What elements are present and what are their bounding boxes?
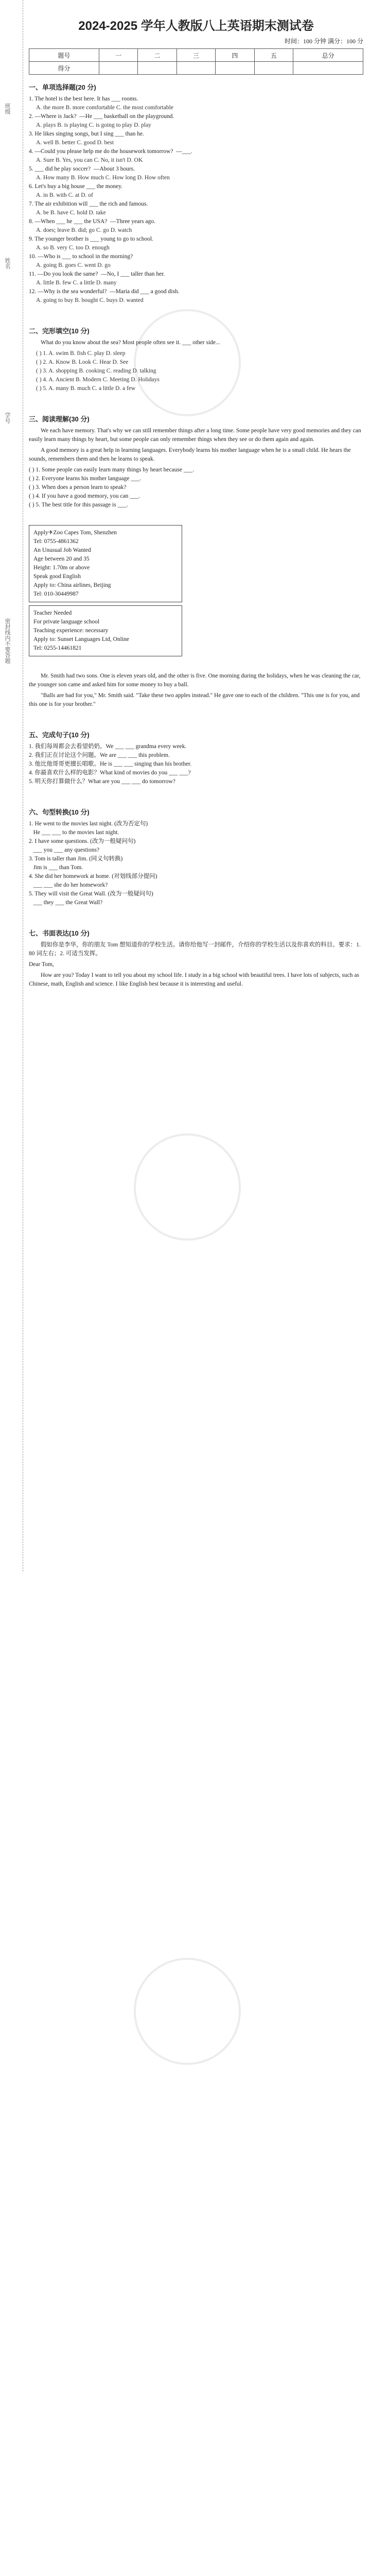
- mc-question: 6. Let's buy a big house ___ the money.: [29, 183, 123, 190]
- ad-heading: Apply✈Zoo Capes Tom, Shenzhen: [33, 530, 117, 536]
- reading-question[interactable]: ( ) 4. If you have a good memory, you can ___.: [29, 493, 140, 499]
- transform-line[interactable]: ___ ___ she do her homework?: [29, 882, 108, 888]
- score-header: 一: [99, 49, 137, 62]
- ad-box-2: [29, 605, 182, 656]
- mc-question: 2. —Where is Jack? —He ___ basketball on the playground.: [29, 113, 174, 120]
- cloze-option[interactable]: ( ) 5. A. many B. much C. a little D. a few: [36, 385, 136, 392]
- mc-question: 8. —When ___ he ___ the USA? —Three years ago.: [29, 218, 155, 225]
- mc-options[interactable]: A. be B. have C. hold D. take: [36, 210, 106, 216]
- score-table: [29, 48, 363, 75]
- writing-body[interactable]: How are you? Today I want to tell you about my school life. I study in a big school with beautiful trees. I have lots of subjects, such as Chinese, math, English and science. I like English best because it is interesting and useful.: [29, 972, 359, 987]
- ad-line: Tel: 010-30449987: [33, 591, 79, 597]
- exam-meta: 时间：100 分钟 满分：100 分: [284, 38, 363, 45]
- ad-line: Tel: 0255-14461821: [33, 645, 82, 651]
- binding-warning: 密封线内不要答题: [4, 618, 10, 664]
- binding-name: 姓名: [4, 258, 10, 269]
- transform-list: [29, 820, 363, 907]
- ad-line: An Unusual Job Wanted: [33, 547, 91, 553]
- mc-options[interactable]: A. little B. few C. a little D. many: [36, 280, 117, 286]
- ad-heading: Teacher Needed: [33, 610, 72, 616]
- mc-question: 10. —Who is ___ to school in the morning?: [29, 253, 133, 260]
- writing-greeting: Dear Tom,: [29, 961, 54, 968]
- reading-question[interactable]: ( ) 2. Everyone learns his mother language ___.: [29, 476, 142, 482]
- transform-line[interactable]: ___ they ___ the Great Wall?: [29, 900, 103, 906]
- transform-line[interactable]: ___ you ___ any questions?: [29, 847, 100, 853]
- binding-strip: [0, 0, 23, 1571]
- score-header: 三: [177, 49, 215, 62]
- reading-question[interactable]: ( ) 5. The best title for this passage is ___.: [29, 502, 128, 508]
- reading-c-paragraph: "Balls are bad for you," Mr. Smith said. "Take these two apples instead." He gave one to each of the children. "This one is for you, and this one is for your brother.": [29, 692, 360, 707]
- mc-list: [29, 95, 363, 305]
- mc-question: 3. He likes singing songs, but I sing ___ than he.: [29, 131, 144, 137]
- transform-line[interactable]: Jim is ___ than Tom.: [29, 865, 83, 871]
- section-heading: 三、阅读理解(30 分): [29, 415, 90, 423]
- score-cell[interactable]: [177, 62, 215, 75]
- transform-line[interactable]: 1. He went to the movies last night. (改为否定句): [29, 821, 148, 827]
- mc-options[interactable]: A. Sure B. Yes, you can C. No, it isn't D. OK: [36, 157, 143, 163]
- reading-question[interactable]: ( ) 1. Some people can easily learn many things by heart because ___.: [29, 467, 194, 473]
- score-cell[interactable]: [138, 62, 177, 75]
- ad-line: Apply to: China airlines, Beijing: [33, 582, 111, 588]
- ad-line: Age between 20 and 35: [33, 556, 90, 562]
- score-header: 总分: [293, 49, 363, 62]
- score-cell[interactable]: [216, 62, 254, 75]
- score-cell[interactable]: [254, 62, 293, 75]
- ad-line: For private language school: [33, 619, 100, 625]
- transform-line[interactable]: 2. I have some questions. (改为一般疑问句): [29, 838, 136, 844]
- fill-line[interactable]: 3. 他比他哥哥更擅长唱歌。He is ___ ___ singing than his brother.: [29, 761, 192, 767]
- score-header: 题号: [29, 49, 99, 62]
- cloze-passage: What do you know about the sea? Most people often see it. ___ other side...: [41, 340, 220, 346]
- mc-options[interactable]: A. How many B. How much C. How long D. How often: [36, 175, 170, 181]
- transform-line[interactable]: 5. They will visit the Great Wall. (改为一般疑问句): [29, 891, 153, 897]
- watermark-seal: [119, 1943, 256, 2080]
- ad-box-1: [29, 525, 182, 602]
- section-heading: 五、完成句子(10 分): [29, 731, 90, 739]
- mc-question: 12. —Why is the sea wonderful? —Maria did ___ a good dish.: [29, 289, 180, 295]
- section-heading: 六、句型转换(10 分): [29, 808, 90, 816]
- fill-line[interactable]: 1. 我们每周都会去看望奶奶。We ___ ___ grandma every week.: [29, 743, 187, 750]
- section-heading: 一、单项选择题(20 分): [29, 83, 96, 91]
- reading-question[interactable]: ( ) 3. When does a person learn to speak?: [29, 484, 127, 490]
- mc-options[interactable]: A. well B. better C. good D. best: [36, 140, 114, 146]
- transform-line[interactable]: 4. She did her homework at home. (对划线部分提问): [29, 873, 157, 879]
- exam-title: 2024-2025 学年人教版八上英语期末测试卷: [78, 19, 314, 33]
- mc-options[interactable]: A. the more B. more comfortable C. the most comfortable: [36, 105, 173, 111]
- reading-a-paragraph: We each have memory. That's why we can still remember things after a long time. Some people have very good memories and they can easily learn many things by heart, but some people can only remember things when they see or do them again and again.: [29, 428, 361, 443]
- exam-content: [29, 0, 363, 991]
- mc-question: 5. ___ did he play soccer? —About 3 hours.: [29, 166, 135, 172]
- reading-c-paragraph: Mr. Smith had two sons. One is eleven years old, and the other is five. One morning during the holidays, when he was cleaning the car, the younger son came and asked him for some money to buy a ball.: [29, 673, 361, 688]
- binding-id: 学号: [4, 412, 10, 423]
- cloze-option[interactable]: ( ) 3. A. shopping B. cooking C. reading D. talking: [36, 368, 156, 374]
- mc-options[interactable]: A. does; leave B. did; go C. go D. watch: [36, 227, 132, 233]
- section-heading: 二、完形填空(10 分): [29, 327, 90, 335]
- score-header: 得分: [29, 62, 99, 75]
- binding-class: 班级: [4, 103, 10, 114]
- writing-prompt: 假如你是李华，你的朋友 Tom 想知道你的学校生活。请你给他写一封邮件，介绍你的学校生活以及你喜欢的科目。要求：1. 80 词左右；2. 可适当发挥。: [29, 942, 361, 957]
- section-heading: 七、书面表达(10 分): [29, 929, 90, 937]
- ad-line: Teaching experience: necessary: [33, 628, 109, 634]
- mc-question: 4. —Could you please help me do the housework tomorrow? —___.: [29, 148, 192, 155]
- score-header: 五: [254, 49, 293, 62]
- ad-line: Tel: 0755-4861362: [33, 538, 79, 545]
- score-cell[interactable]: [99, 62, 137, 75]
- watermark-seal: [119, 1118, 256, 1256]
- mc-question: 11. —Do you look the same? —No, I ___ taller than her.: [29, 271, 165, 277]
- mc-options[interactable]: A. in B. with C. at D. of: [36, 192, 93, 198]
- score-cell[interactable]: [293, 62, 363, 75]
- cloze-option[interactable]: ( ) 4. A. Ancient B. Modern C. Meeting D. Holidays: [36, 377, 160, 383]
- score-header: 四: [216, 49, 254, 62]
- mc-question: 9. The younger brother is ___ young to go to school.: [29, 236, 153, 242]
- ad-line: Apply to: Sunset Languages Ltd, Online: [33, 636, 129, 642]
- cloze-option[interactable]: ( ) 2. A. Know B. Look C. Hear D. See: [36, 359, 129, 365]
- mc-options[interactable]: A. going to buy B. bought C. buys D. wanted: [36, 297, 144, 303]
- fill-line[interactable]: 4. 你最喜欢什么样的电影？What kind of movies do you ___ ___?: [29, 770, 191, 776]
- ad-line: Height: 1.70m or above: [33, 565, 90, 571]
- fill-line[interactable]: 5. 明天你打算做什么？What are you ___ ___ do tomorrow?: [29, 778, 175, 785]
- mc-options[interactable]: A. going B. goes C. went D. go: [36, 262, 111, 268]
- ad-line: Speak good English: [33, 573, 81, 580]
- fill-line[interactable]: 2. 我们正在讨论这个问题。We are ___ ___ this problem.: [29, 752, 170, 758]
- transform-line[interactable]: He ___ ___ to the movies last night.: [29, 829, 119, 836]
- transform-line[interactable]: 3. Tom is taller than Jim. (同义句转换): [29, 856, 123, 862]
- score-header: 二: [138, 49, 177, 62]
- mc-question: 7. The air exhibition will ___ the rich and famous.: [29, 201, 148, 207]
- mc-options[interactable]: A. plays B. is playing C. is going to play D. play: [36, 122, 151, 128]
- mc-options[interactable]: A. so B. very C. too D. enough: [36, 245, 110, 251]
- cloze-option[interactable]: ( ) 1. A. swim B. fish C. play D. sleep: [36, 350, 126, 357]
- reading-b-paragraph: A good memory is a great help in learning languages. Everybody learns his mother language when he is a small child. He hears the sounds, remembers them and then he learns to speak.: [29, 447, 351, 462]
- mc-question: 1. The hotel is the best here. It has ___ rooms.: [29, 96, 138, 102]
